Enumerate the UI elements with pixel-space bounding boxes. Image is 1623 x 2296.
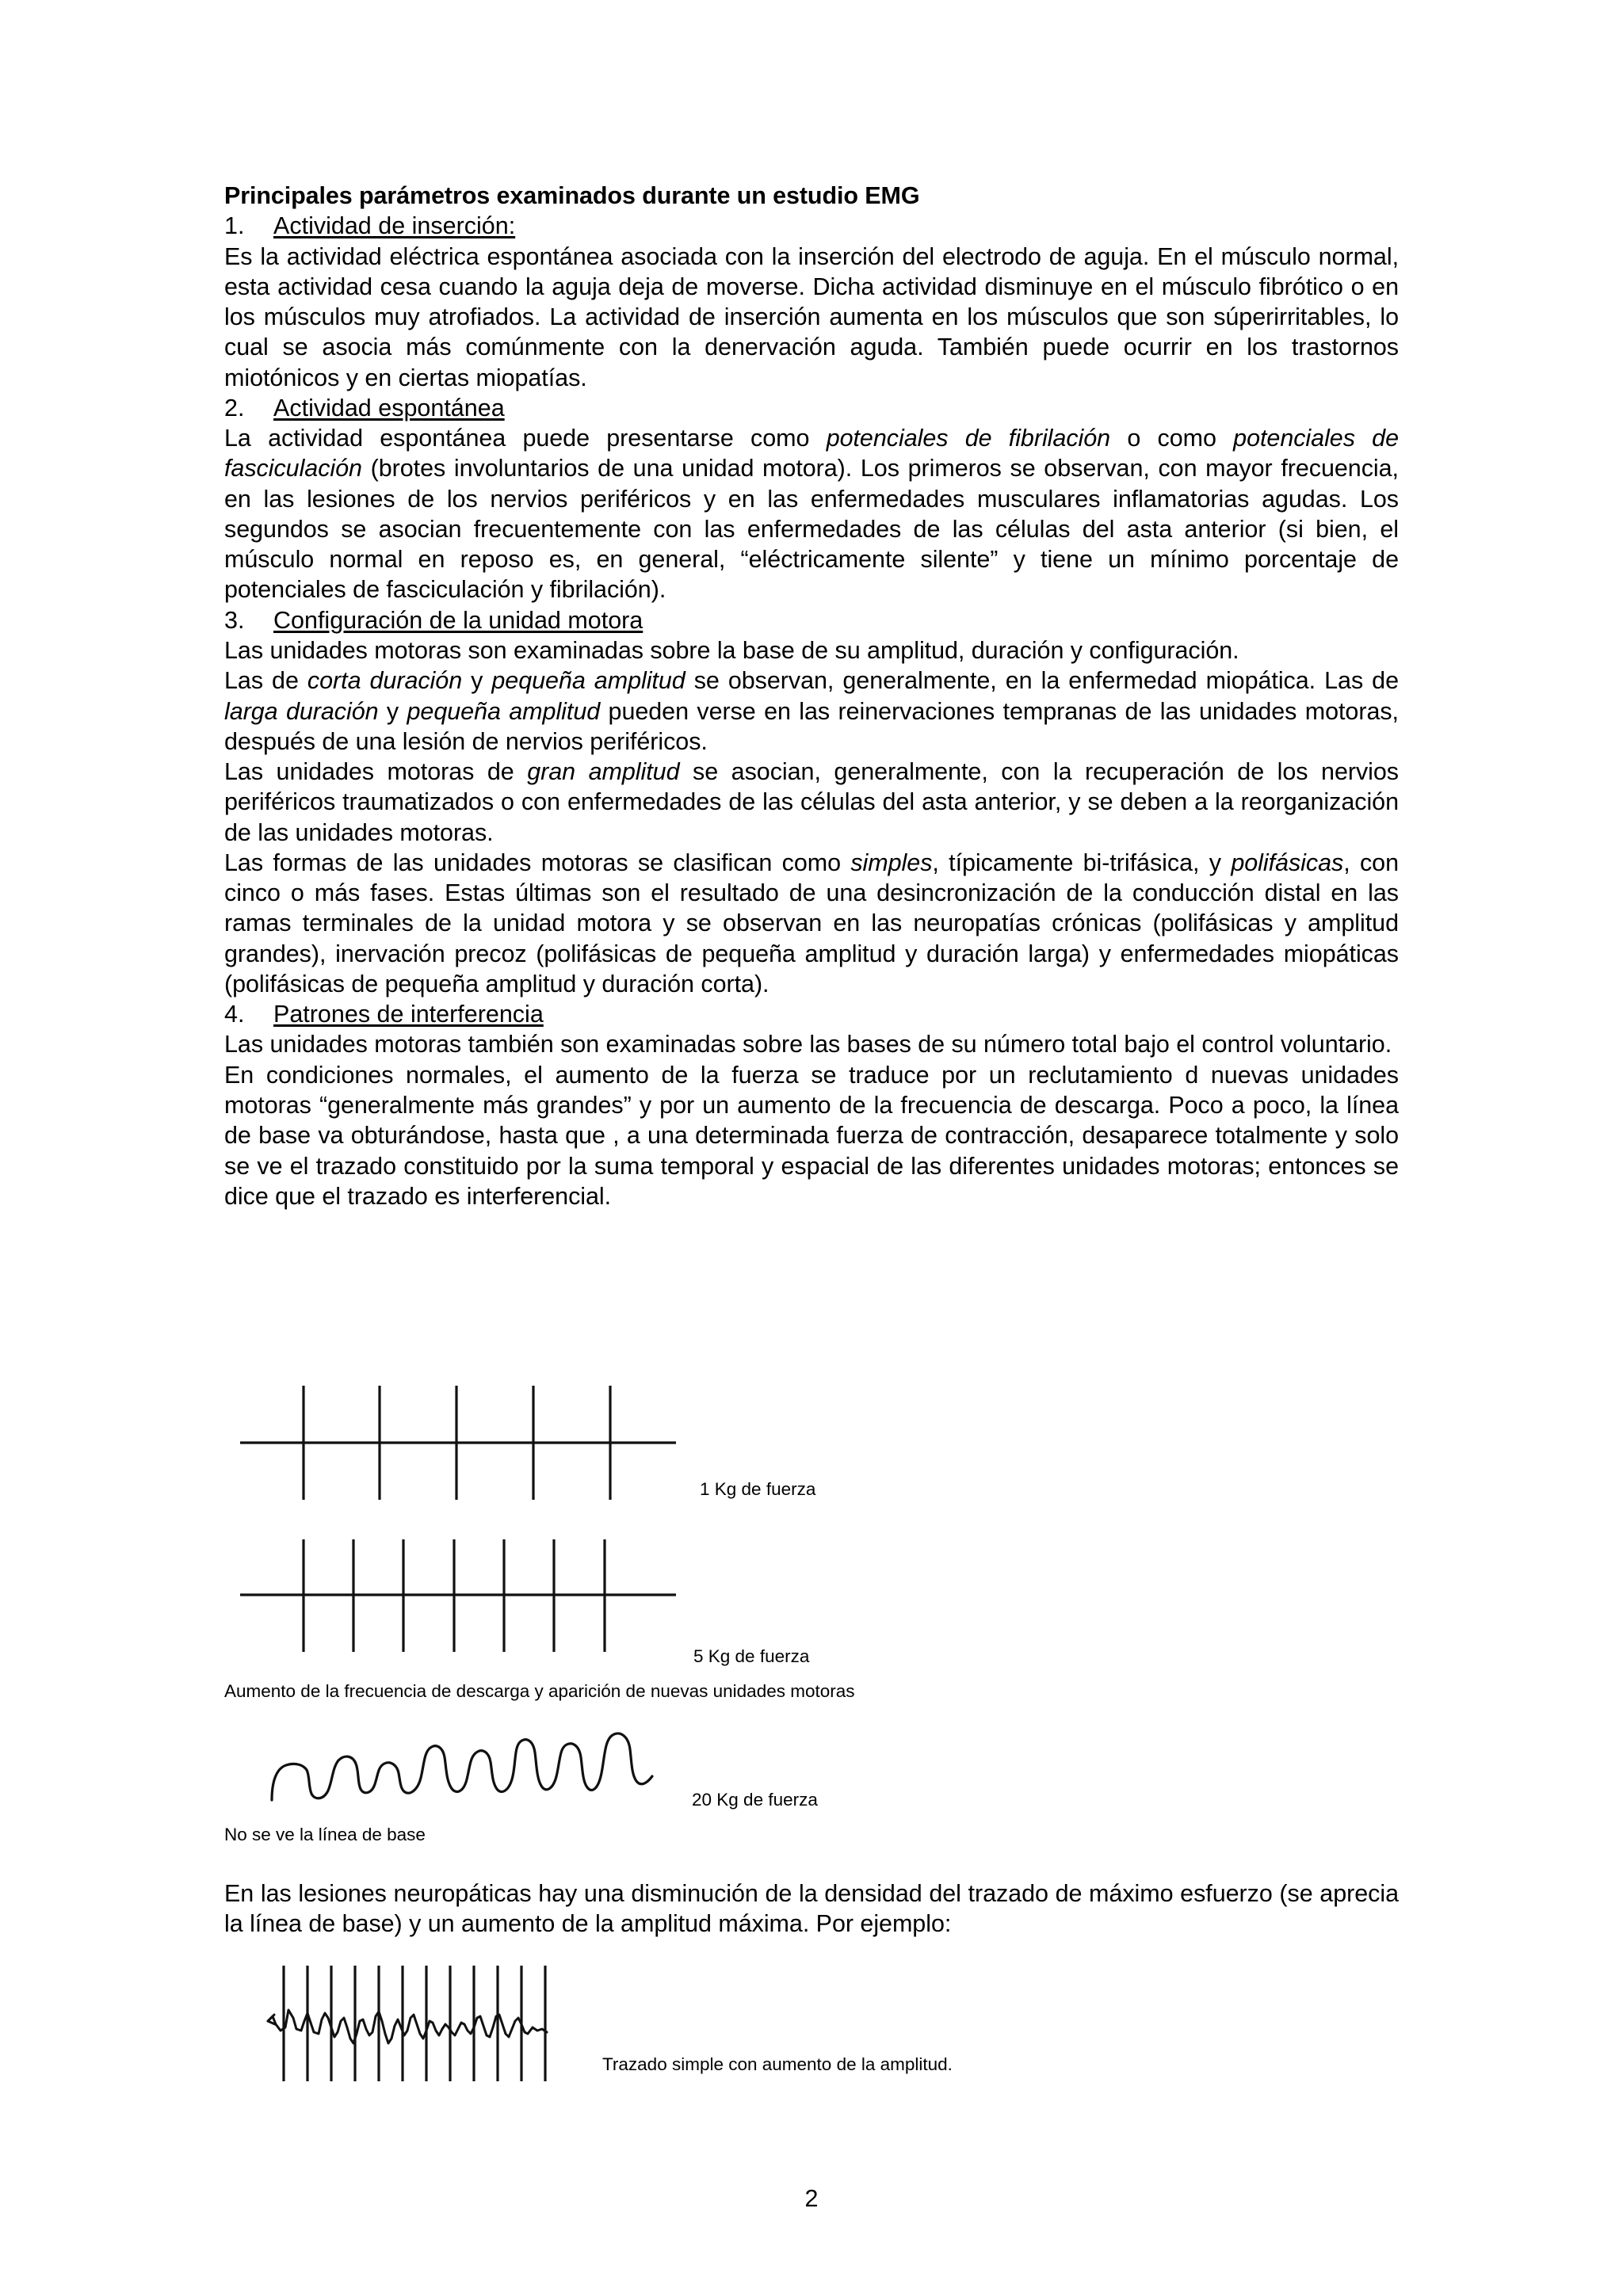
section-number-1: 1. xyxy=(224,212,245,240)
figure-1-label: 1 Kg de fuerza xyxy=(700,1479,816,1499)
figure-group xyxy=(224,1375,1399,1845)
document-body xyxy=(224,181,1399,1211)
figure-2-label: 5 Kg de fuerza xyxy=(693,1646,810,1666)
figure-3-label: 20 Kg de fuerza xyxy=(692,1790,818,1810)
paragraph-4-1: Las unidades motoras también son examinadas sobre las bases de su número total bajo el control voluntario. xyxy=(224,1031,1392,1058)
page-number: 2 xyxy=(804,2185,819,2212)
closing-paragraph: En las lesiones neuropáticas hay una disminución de la densidad del trazado de máximo esfuerzo (se aprecia la línea de base) y un aumento de la amplitud máxima. Por ejemplo: xyxy=(224,1879,1399,1937)
figure-20-kg xyxy=(224,1724,1399,1827)
paragraph-4-2: En condiciones normales, el aumento de la fuerza se traduce por un reclutamiento d nuevas unidades motoras “generalmente más grandes” y por un aumento de la frecuencia de descarga. Poco a poco, la línea de base va obturándose, hasta que , a una determinada fuerza de contracción, desaparece totalmente y solo se ve el trazado constituido por la suma temporal y espacial de las diferentes unidades motoras; entonces se dice que el trazado es interferencial. xyxy=(224,1061,1399,1210)
page-title: Principales parámetros examinados durante un estudio EMG xyxy=(224,182,920,209)
section-title-2: Actividad espontánea xyxy=(273,394,505,421)
section-number-2: 2. xyxy=(224,394,245,421)
figure-5-kg xyxy=(224,1525,1399,1676)
paragraph-3-2: Las de corta duración y pequeña amplitud se observan, generalmente, en la enfermedad miopática. Las de larga duración y pequeña amplitud pueden verse en las reinervaciones tempranas de las unidades motoras, después de una lesión de nervios periféricos. xyxy=(224,667,1400,755)
section-heading-4 xyxy=(224,999,1399,1029)
emg-trace-5kg xyxy=(224,1525,716,1664)
section-title-3: Configuración de la unidad motora xyxy=(273,606,643,634)
figure-4-label: Trazado simple con aumento de la amplitud. xyxy=(602,2054,953,2074)
section-number-4: 4. xyxy=(224,1001,245,1028)
paragraph-3-4: Las formas de las unidades motoras se clasifican como simples, típicamente bi-trifásica, y polifásicas, con cinco o más fases. Estas últimas son el resultado de una desincronización de la conducción distal en las ramas terminales de la unidad motora y se observan en las neuropatías crónicas (polifásicas y amplitud grandes), inervación precoz (polifásicas de pequeña amplitud y duración larga) y enfermedades miopáticas (polifásicas de pequeña amplitud y duración corta). xyxy=(224,849,1399,997)
section-heading-1 xyxy=(224,211,1399,241)
figure-trazado-simple xyxy=(262,1961,953,2092)
figure-3-note: No se ve la línea de base xyxy=(224,1825,426,1844)
paragraph-1-1: Es la actividad eléctrica espontánea asociada con la inserción del electrodo de aguja. En el músculo normal, esta actividad cesa cuando la aguja deja de moverse. Dicha actividad disminuye en el músculo fibrótico o en los músculos muy atrofiados. La actividad de inserción aumenta en los músculos que son súperirritables, lo cual se asocia más comúnmente con la denervación aguda. También puede ocurrir en los trastornos miotónicos y en ciertas miopatías. xyxy=(224,242,1399,391)
paragraph-3-3: Las unidades motoras de gran amplitud se asocian, generalmente, con la recuperación de los nervios periféricos traumatizados o con enfermedades de las células del asta anterior, y se deben a la reorganización de las unidades motoras. xyxy=(224,758,1399,846)
emg-trace-1kg xyxy=(224,1375,716,1509)
section-heading-2 xyxy=(224,393,1399,423)
paragraph-3-1: Las unidades motoras son examinadas sobre la base de su amplitud, duración y configuración. xyxy=(224,636,1239,664)
section-title-4: Patrones de interferencia xyxy=(273,1001,544,1028)
paragraph-2-1: La actividad espontánea puede presentarse como potenciales de fibrilación o como potenciales de fasciculación (brotes involuntarios de una unidad motora). Los primeros se observan, con mayor frecuencia, en las lesiones de los nervios periféricos y en las enfermedades musculares inflamatorias agudas. Los segundos se asocian frecuentemente con las enfermedades de las células del asta anterior (si bien, el músculo normal en reposo es, en general, “eléctricamente silente” y tiene un mínimo porcentaje de potenciales de fasciculación y fibrilación). xyxy=(224,425,1399,604)
section-heading-3 xyxy=(224,605,1399,635)
section-number-3: 3. xyxy=(224,606,245,634)
emg-trace-20kg xyxy=(224,1724,716,1811)
section-title-1: Actividad de inserción: xyxy=(273,212,516,240)
figure-2-note: Aumento de la frecuencia de descarga y aparición de nuevas unidades motoras xyxy=(224,1681,855,1701)
figure-1-kg xyxy=(224,1375,1399,1517)
